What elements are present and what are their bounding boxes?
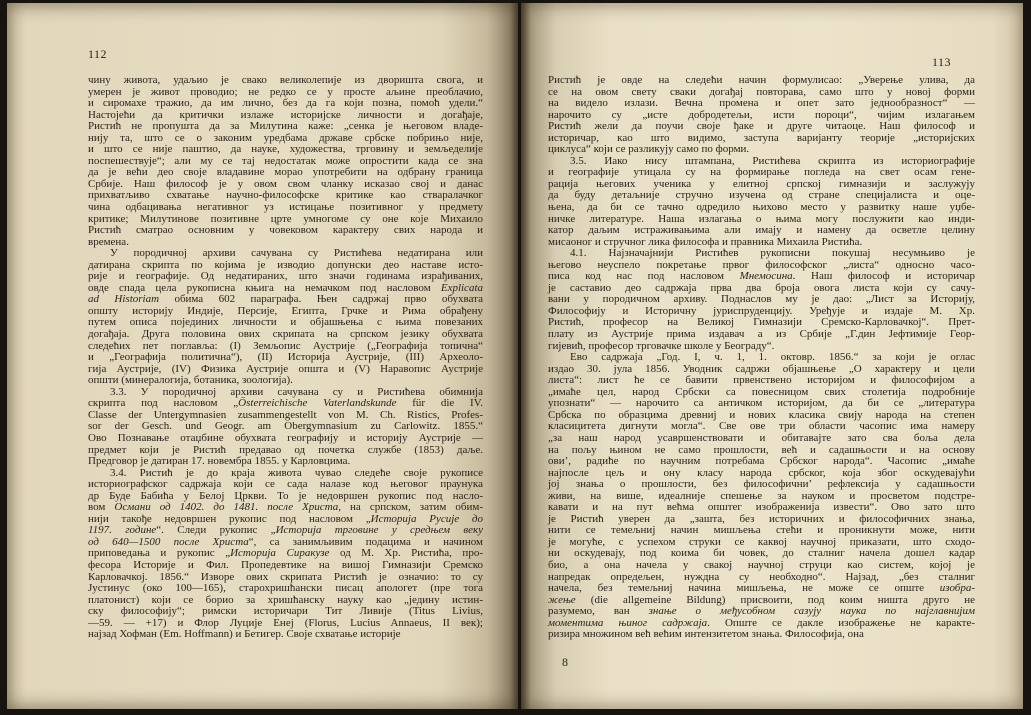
text-segment: 3.5. Иако нису штампана, Ристићева скрипта из историографије <box>570 154 975 167</box>
text-segment: sor der Gesch. und Geogr. am Obergymnasium zu Carlowitz. 1855.“ <box>88 420 483 433</box>
text-segment: разумемо, ван <box>548 605 649 618</box>
text-segment: . Опште се дакле изображење не каракте- <box>707 616 975 629</box>
text-segment: и што се није паштио, да науке, художества, трговину и земљеделије <box>88 143 483 156</box>
paragraph <box>548 75 975 156</box>
text-segment: фесора Историје и Фил. Пропедевтике на вишој Гимназији Сремско <box>88 558 483 571</box>
text-segment: У породичној архиви сачувана су Ристићева недатирана или <box>110 247 483 260</box>
text-segment: Србије. Наш философ је у овом свом чланку исказао свој и данас <box>88 177 483 190</box>
page-number: 113 <box>932 55 952 69</box>
text-segment: издао 30. јула 1856. Уводник садржи објашњење „О характеру и цели <box>548 362 975 375</box>
text-segment: кавати и на пут већма општег изображенија извести“. Ово зато што <box>548 501 975 514</box>
text-segment: (die allgemeine Bildung) присвоити, под коим ништа друго не <box>575 593 975 606</box>
text-segment: следећих пет поглавља: (I) Земљопис Аустрије („Географија топична“ <box>88 339 483 352</box>
italic-text-segment: Османи од 1402. до 1481. после Христа <box>114 501 339 514</box>
text-segment: вани у породичном архиву. Поднаслов му је дао: „Лист за Историју, <box>548 293 975 306</box>
text-segment: рије и географије. Од недатираних, што значи годинама израђиваних, <box>88 270 483 283</box>
text-segment: најзад Хофман (Em. Hoffmann) и Бетигер. Своје схватање историје <box>88 628 401 641</box>
text-segment: , на српском, затим обим- <box>338 501 483 514</box>
text-segment: скрипта под насловом „ <box>88 397 239 410</box>
text-segment: платонист) који се борио за хришћанску науку као „једину истин- <box>88 593 483 606</box>
text-segment: најпосле цељ и ону класу народа србског, која због оскудевајући <box>548 466 975 479</box>
text-segment: да је већи део своје владавине морао употребити на одбрану граница <box>88 166 483 179</box>
text-segment: живи, на више, идеалније спешење за науком и просветом подстре- <box>548 489 975 502</box>
text-segment: историчар, као што видимо, заступа варијанту теорије „историјских <box>548 131 975 144</box>
text-segment: Ево садржаја „Год. I, ч. 1, 1. октовр. 1856.“ за који је оглас <box>570 351 975 364</box>
text-segment: био, а она начела у свакој научној струци као систем, којој је <box>548 558 975 571</box>
page-text <box>88 75 483 641</box>
text-segment: Ово Познавање отаџбине обухвата географију и историју Аустрије — <box>88 431 483 444</box>
text-segment: прихватљиво схватање научно-философске критике као стваралачког <box>88 189 483 202</box>
italic-text-segment: Историја Сиракузе <box>230 547 330 560</box>
italic-text-segment: од 640—1500 после Христа <box>88 535 249 548</box>
left-page <box>7 3 518 709</box>
text-segment: јој знања о прошлости, без философични’ рефлексија у садашњости <box>548 478 975 491</box>
italic-text-segment: Мнемосина <box>739 270 793 283</box>
italic-text-segment: 1197. године <box>88 524 157 537</box>
text-segment: општу историју Индије, Персије, Египта, Грчке и Рима обрађену <box>88 304 483 317</box>
text-segment: и сиромахе тражио, да им лично, без да га који позна, помоћ удели.“ <box>88 97 483 110</box>
paragraph <box>548 248 975 352</box>
text-segment: листа“: лист ће се бавити првенствено историјом и философијом а <box>548 374 975 387</box>
paragraph <box>88 248 483 387</box>
text-segment: приповедања и рукопис „ <box>88 547 231 560</box>
text-segment: 4.1. Најзначајнији Ристићев рукописни покушај несумњиво је <box>570 247 975 260</box>
text-segment: њена, да би се тачно одредило њихово место у развитку наше уџбе- <box>548 201 975 214</box>
text-segment: упознати“ — нарочито са античком историјом, да би се „литература <box>548 397 975 410</box>
text-segment: Настојећи да критички излаже историјске личности и догађаје, <box>88 108 483 121</box>
text-segment: Ристић, професор на Великој Гимназији Сремско-Карловачкој“. Прет- <box>548 316 975 329</box>
text-segment: овде спада цела рукописна књига на немачком под насловом <box>88 281 441 294</box>
text-segment: —59. — +17) и Флор Луције Енеј (Florus, Lucius Annaeus, II век); <box>88 616 483 629</box>
text-segment: катор даљим истраживањима али имају и намену да осветле целину <box>548 224 975 237</box>
text-segment: “, са занимљивим подацима и начином <box>248 535 483 548</box>
text-segment: путем описа појединих личности и објашњења с њима повезаних <box>88 316 483 329</box>
paragraph <box>548 156 975 248</box>
text-segment: напредак опредељен, нуждна су необходно“. Најзад, „без сталниг <box>548 570 975 583</box>
text-segment: Србска по образцима древниј и нових класика свију народа на степен <box>548 408 975 421</box>
text-segment: се на овом свету сваки догађај повторава, само што у новој форми <box>548 85 975 98</box>
italic-text-segment: Историја трговине у средњем веку <box>275 524 484 537</box>
text-segment: и „Географија политична“), (II) Историја Аустрије, (III) Археоло- <box>88 351 483 364</box>
text-segment: догађаја. Друга половина ових скрипата на српском језику обухвата <box>88 328 483 341</box>
text-segment: вом <box>88 501 115 514</box>
paragraph <box>88 75 483 248</box>
text-segment: његово неуспело покретање првог философског „листа“ односно часо- <box>548 258 975 271</box>
text-line <box>88 629 483 641</box>
text-line <box>548 629 975 641</box>
text-line <box>88 225 483 237</box>
text-segment: Ристић сматрао основним у човековом карактеру свих народа и <box>88 224 483 237</box>
italic-text-segment: ad Historiam <box>88 293 160 306</box>
text-segment: Ристић жели да поучи своје ђаке и друге читаоце. Наш философ и <box>548 120 975 133</box>
text-segment: од М. Хр. Ристића, про- <box>329 547 483 560</box>
text-segment: да буду детаљније стручно изучена од стране специјалиста и оце- <box>548 189 975 202</box>
text-segment: критике; Милутинове позитивне црте умногоме су оне које Михаило <box>88 212 483 225</box>
text-segment: Предговор је датиран 17. новембра 1855. у Карловцима. <box>88 455 351 468</box>
text-segment: поспешествује“; али му се тај недостатак може опростити када се зна <box>88 154 483 167</box>
text-segment: ни оскудевају, под коима би човек, до сталниг начела дошел кадар <box>548 547 975 560</box>
text-segment: умерен је живот проводио; не редко се у просте аљине преоблачио, <box>88 85 483 98</box>
text-segment: “. Следи рукопис „ <box>156 524 276 537</box>
italic-text-segment: Explicata <box>440 281 483 294</box>
text-segment: времена. <box>88 235 129 248</box>
text-segment: нарочито су „исте добродетељи, исти пороци“, чијим излагањем <box>548 108 975 121</box>
italic-text-segment: жење <box>548 593 576 606</box>
text-segment: „за наш народ усавршенствовати и обитавајте зато сва боља дела <box>548 431 975 444</box>
text-segment: Философију и Историчну јуриспруденцију. Уређује и издаје М. Хр. <box>548 304 975 317</box>
text-segment: ску философију“; римски историчари Тит Ливије (Titus Livius, <box>88 605 483 618</box>
page-text <box>548 75 975 641</box>
text-segment: историографског садржаја који се сада налазе код његовог праунука <box>88 478 483 491</box>
text-segment: обима 602 параграфа. Њен садржај прво обухвата <box>159 293 483 306</box>
text-segment: је Ристић уверен да „зашта, без историчних и философичних знања, <box>548 512 975 525</box>
text-segment: Карловачкој. 1856.“ Изворе ових скрипата Ристић је означио: то су <box>88 570 483 583</box>
text-segment: начела, без темељниј начина мишљења, не може се опште <box>548 582 940 595</box>
right-page <box>521 3 1023 709</box>
signature-mark: 8 <box>562 655 568 669</box>
text-segment: је саставио део садржаја прва два броја овога листа који су сачу- <box>548 281 975 294</box>
italic-text-segment: Историја Русије до <box>370 512 483 525</box>
text-segment: ничке литературе. Наша излагања о њима могу послужити као инди- <box>548 212 975 225</box>
paragraph <box>88 468 483 641</box>
text-segment: плату из Аустрије прима издавач а из Србије „Г.дин Јефтимије Геор- <box>548 328 975 341</box>
text-segment: нити се темељниј начин мишљења стећи и проникнути може, нити <box>548 524 975 537</box>
italic-text-segment: знање о међусобном сазују наука по најглавнијим <box>648 605 975 618</box>
paragraph <box>88 387 483 468</box>
text-segment: 3.3. У породичној архиви сачувана су и Ристићева обимнија <box>110 385 483 398</box>
text-segment: чину живота, удаљио је свако великолепије из дворишта свога, и <box>88 74 483 86</box>
text-segment: Classe der Untergymnasien zusammengestellt von M. Ch. Ristics, Profes- <box>88 408 483 421</box>
text-segment: рација његових ученика у елитној српској гимназији и заслужују <box>548 177 975 190</box>
text-segment: предмет који је Ристић предавао од почетка службе (1853) даље. <box>88 443 483 456</box>
text-segment: класицитета дигнути могла“. Све ове три области часопис има намеру <box>548 420 975 433</box>
text-segment: für die IV. <box>396 397 483 410</box>
italic-text-segment: изобра- <box>939 582 975 595</box>
text-segment: чина одбацивања негативног уз истицање позитивног у предмету <box>88 201 483 214</box>
paragraph <box>548 352 975 641</box>
text-segment: ови’, радиће по научним потребама Србског народа“. Часопис „имаће <box>548 455 975 468</box>
text-segment: на пољу њином не само прошлости, већ и садашњости и на основу <box>548 443 975 456</box>
text-segment: „имаће цел, народ Србски са повесницом свих столетија подробније <box>548 385 975 398</box>
italic-text-segment: Österreichische Vaterlandskunde <box>238 397 397 410</box>
text-segment: циклуса“ који се разликују само по форми. <box>548 143 750 156</box>
text-segment: је могуће, с успехом струки се каквој научној приказати, што сходо- <box>548 535 975 548</box>
text-segment: Јустинус (око 100—165), старохришћански писац апологет (пре тога <box>88 582 483 595</box>
text-segment: . Наш философ и историчар <box>792 270 975 283</box>
text-segment: мисаоног и стручног лика философа и правника Михаила Ристића. <box>548 235 863 248</box>
text-segment: на видело излази. Вечна промена и опет зато једнообразност“ — <box>548 97 975 110</box>
text-segment: ризира множином већ већим интензитетом знања. Философија, она <box>548 628 864 641</box>
text-segment: и географије утицала су на формирање погледа на свет осам гене- <box>548 166 975 179</box>
text-segment: Ристић не пропушта да за Милутина каже: „сенка је његовом владе- <box>88 120 483 133</box>
text-segment: датирана скрипта по којима је изводио допунски део наставе исто- <box>88 258 483 271</box>
text-segment: 3.4. Ристић је до краја живота чувао следеће своје рукописе <box>110 466 483 479</box>
text-segment: писа код нас под насловом <box>548 270 740 283</box>
text-segment: општи (минералогија, ботаника, зоологија). <box>88 374 293 387</box>
text-segment: нију та, што се о законим уредбама државе србске побрињо није, <box>88 131 483 144</box>
text-segment: гија Аустрије, (IV) Физика Аустрије општа и (V) Наравопис Аустрије <box>88 362 483 375</box>
italic-text-segment: моментима њиног садржаја <box>548 616 708 629</box>
text-segment: др Буде Бабића у Белој Цркви. То је недовршен рукопис под насло- <box>88 489 483 502</box>
text-segment: нији такође недовршен рукопис под насловом „ <box>88 512 371 525</box>
text-segment: Ристић је овде на следећи начин формулисао: „Уверење улива, да <box>548 74 975 86</box>
text-segment: гијевић, професор трговачке школе у Београду“. <box>548 339 775 352</box>
page-number: 112 <box>88 47 108 61</box>
